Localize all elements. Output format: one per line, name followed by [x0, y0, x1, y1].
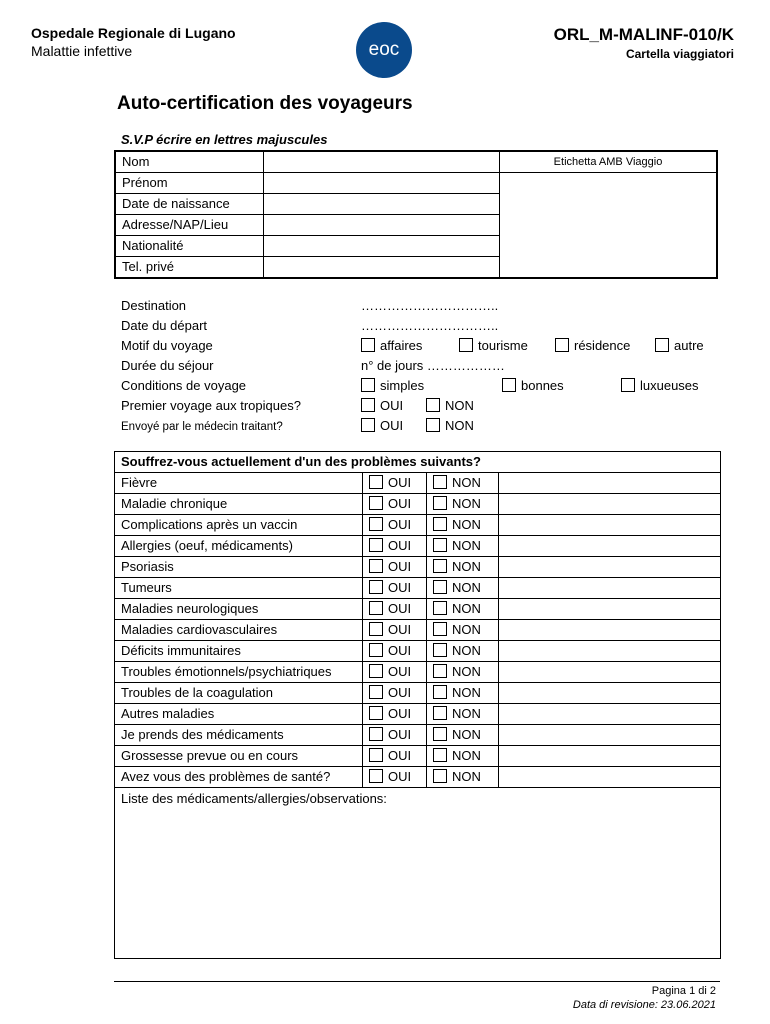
health-item-label: Psoriasis [115, 557, 363, 578]
option-label: simples [380, 378, 425, 393]
instructions: S.V.P écrire en lettres majuscules [121, 132, 328, 147]
option-label: OUI [388, 622, 412, 637]
option-label: NON [452, 706, 481, 721]
health-yes-checkbox[interactable] [363, 515, 427, 536]
health-row [115, 557, 721, 578]
health-no-checkbox[interactable] [427, 662, 499, 683]
option-label: NON [452, 475, 481, 490]
department-name: Malattie infettive [31, 43, 133, 59]
option-label: OUI [388, 517, 412, 532]
document-code: ORL_M-MALINF-010/K [553, 25, 734, 44]
option-label: OUI [388, 601, 412, 616]
health-item-label: Maladies cardiovasculaires [115, 620, 363, 641]
option-label: OUI [388, 748, 412, 763]
checkbox-icon [369, 748, 383, 762]
health-yes-checkbox[interactable] [363, 641, 427, 662]
health-notes-cell[interactable] [499, 704, 721, 725]
health-item-label: Fièvre [115, 473, 363, 494]
option-label: OUI [388, 643, 412, 658]
checkbox-icon [369, 538, 383, 552]
health-no-checkbox[interactable] [427, 746, 499, 767]
option-label: affaires [380, 338, 423, 353]
option-label: bonnes [521, 378, 564, 393]
option-label: tourisme [478, 338, 528, 353]
page-title: Auto-certification des voyageurs [117, 93, 413, 114]
checkbox-icon [459, 338, 473, 352]
first-trip-label: Premier voyage aux tropiques? [121, 398, 301, 413]
sent-by-label: Envoyé par le médecin traitant? [121, 421, 283, 433]
checkbox-icon [433, 727, 447, 741]
sent-by-yes-checkbox[interactable] [361, 416, 403, 436]
checkbox-icon [369, 622, 383, 636]
duration-input[interactable]: n° de jours ……………… [361, 358, 505, 373]
health-row [115, 683, 721, 704]
field-label: Tel. privé [115, 257, 264, 279]
health-notes-cell[interactable] [499, 599, 721, 620]
departure-row [121, 316, 499, 336]
checkbox-icon [369, 475, 383, 489]
motive-affaires-checkbox[interactable] [361, 336, 422, 356]
health-yes-checkbox[interactable] [363, 599, 427, 620]
option-label: NON [452, 538, 481, 553]
field-label: Prénom [115, 173, 264, 194]
option-label: OUI [388, 685, 412, 700]
checkbox-icon [361, 398, 375, 412]
health-no-checkbox[interactable] [427, 620, 499, 641]
health-no-checkbox[interactable] [427, 641, 499, 662]
health-item-label: Avez vous des problèmes de santé? [115, 767, 363, 788]
checkbox-icon [555, 338, 569, 352]
health-row [115, 473, 721, 494]
health-row [115, 662, 721, 683]
field-label: Nom [115, 151, 264, 173]
health-notes-cell[interactable] [499, 536, 721, 557]
checkbox-icon [426, 418, 440, 432]
health-item-label: Grossesse prevue ou en cours [115, 746, 363, 767]
health-no-checkbox[interactable] [427, 494, 499, 515]
checkbox-icon [369, 496, 383, 510]
checkbox-icon [361, 378, 375, 392]
checkbox-icon [433, 538, 447, 552]
health-item-label: Allergies (oeuf, médicaments) [115, 536, 363, 557]
motive-label: Motif du voyage [121, 338, 213, 353]
health-notes-cell[interactable] [499, 557, 721, 578]
checkbox-icon [369, 601, 383, 615]
observations-textarea[interactable] [115, 788, 721, 959]
health-notes-cell[interactable] [499, 683, 721, 704]
checkbox-icon [433, 706, 447, 720]
motive-residence-checkbox[interactable] [555, 336, 630, 356]
first-trip-row [121, 396, 721, 416]
sent-by-row [121, 416, 721, 436]
health-item-label: Maladie chronique [115, 494, 363, 515]
health-no-checkbox[interactable] [427, 557, 499, 578]
checkbox-icon [433, 748, 447, 762]
option-label: OUI [388, 727, 412, 742]
field-label: Date de naissance [115, 194, 264, 215]
conditions-bonnes-checkbox[interactable] [502, 376, 564, 396]
checkbox-icon [433, 475, 447, 489]
name-input[interactable] [264, 151, 500, 173]
option-label: OUI [388, 538, 412, 553]
option-label: résidence [574, 338, 631, 353]
identity-table [114, 150, 718, 279]
health-row [115, 767, 721, 788]
conditions-label: Conditions de voyage [121, 378, 247, 393]
checkbox-icon [369, 706, 383, 720]
checkbox-icon [426, 398, 440, 412]
option-label: NON [452, 664, 481, 679]
label-sticker-title: Etichetta AMB Viaggio [500, 152, 716, 173]
revision-date: Data di revisione: 23.06.2021 [572, 999, 716, 1011]
option-label: NON [452, 769, 481, 784]
option-label: OUI [380, 418, 404, 433]
option-label: OUI [388, 664, 412, 679]
sent-by-no-checkbox[interactable] [426, 416, 474, 436]
field-label: Adresse/NAP/Lieu [115, 215, 264, 236]
health-no-checkbox[interactable] [427, 473, 499, 494]
duration-label: Durée du séjour [121, 358, 214, 373]
health-yes-checkbox[interactable] [363, 557, 427, 578]
option-label: NON [452, 622, 481, 637]
health-yes-checkbox[interactable] [363, 767, 427, 788]
option-label: NON [452, 559, 481, 574]
conditions-luxueuses-checkbox[interactable] [621, 376, 699, 396]
firstname-input[interactable] [264, 173, 500, 194]
health-notes-cell[interactable] [499, 662, 721, 683]
health-yes-checkbox[interactable] [363, 704, 427, 725]
destination-row [121, 296, 499, 316]
health-notes-cell[interactable] [499, 620, 721, 641]
health-notes-cell[interactable] [499, 578, 721, 599]
health-yes-checkbox[interactable] [363, 662, 427, 683]
health-notes-cell[interactable] [499, 725, 721, 746]
health-yes-checkbox[interactable] [363, 620, 427, 641]
checkbox-icon [433, 559, 447, 573]
nationality-input[interactable] [264, 236, 500, 257]
health-no-checkbox[interactable] [427, 578, 499, 599]
health-no-checkbox[interactable] [427, 704, 499, 725]
checkbox-icon [369, 643, 383, 657]
address-input[interactable] [264, 215, 500, 236]
health-no-checkbox[interactable] [427, 599, 499, 620]
option-label: NON [452, 727, 481, 742]
checkbox-icon [361, 338, 375, 352]
health-yes-checkbox[interactable] [363, 746, 427, 767]
option-label: NON [452, 580, 481, 595]
health-notes-cell[interactable] [499, 515, 721, 536]
checkbox-icon [433, 517, 447, 531]
health-no-checkbox[interactable] [427, 683, 499, 704]
health-table [114, 451, 721, 959]
checkbox-icon [433, 580, 447, 594]
health-no-checkbox[interactable] [427, 725, 499, 746]
checkbox-icon [433, 622, 447, 636]
checkbox-icon [361, 418, 375, 432]
motive-row [121, 336, 721, 356]
checkbox-icon [369, 685, 383, 699]
health-item-label: Je prends des médicaments [115, 725, 363, 746]
health-item-label: Troubles de la coagulation [115, 683, 363, 704]
departure-label: Date du départ [121, 318, 208, 333]
logo-text: eoc [368, 39, 400, 60]
birthdate-input[interactable] [264, 194, 500, 215]
hospital-name: Ospedale Regionale di Lugano [31, 25, 236, 41]
health-row [115, 641, 721, 662]
label-sticker-box [500, 151, 718, 278]
checkbox-icon [433, 601, 447, 615]
checkbox-icon [433, 664, 447, 678]
option-label: NON [452, 685, 481, 700]
first-trip-yes-checkbox[interactable] [361, 396, 403, 416]
checkbox-icon [433, 643, 447, 657]
option-label: OUI [388, 559, 412, 574]
health-yes-checkbox[interactable] [363, 683, 427, 704]
duration-row [121, 356, 505, 376]
health-notes-cell[interactable] [499, 494, 721, 515]
health-no-checkbox[interactable] [427, 767, 499, 788]
option-label: NON [452, 601, 481, 616]
option-label: NON [452, 643, 481, 658]
option-label: luxueuses [640, 378, 699, 393]
option-label: NON [445, 398, 474, 413]
health-notes-cell[interactable] [499, 641, 721, 662]
health-notes-cell[interactable] [499, 473, 721, 494]
health-item-label: Troubles émotionnels/psychiatriques [115, 662, 363, 683]
option-label: OUI [388, 706, 412, 721]
checkbox-icon [433, 685, 447, 699]
health-yes-checkbox[interactable] [363, 536, 427, 557]
departure-input[interactable]: ………………………….. [361, 318, 499, 333]
health-no-checkbox[interactable] [427, 536, 499, 557]
health-row [115, 536, 721, 557]
footer-divider [114, 981, 720, 982]
health-notes-cell[interactable] [499, 746, 721, 767]
motive-autre-checkbox[interactable] [655, 336, 704, 356]
health-row [115, 704, 721, 725]
health-item-label: Tumeurs [115, 578, 363, 599]
option-label: OUI [388, 580, 412, 595]
health-item-label: Complications après un vaccin [115, 515, 363, 536]
option-label: OUI [388, 769, 412, 784]
checkbox-icon [433, 769, 447, 783]
option-label: NON [452, 748, 481, 763]
checkbox-icon [502, 378, 516, 392]
checkbox-icon [369, 580, 383, 594]
option-label: NON [452, 496, 481, 511]
checkbox-icon [433, 496, 447, 510]
conditions-row [121, 376, 721, 396]
health-item-label: Maladies neurologiques [115, 599, 363, 620]
trip-section [121, 296, 721, 441]
observations-label: Liste des médicaments/allergies/observations: [121, 791, 387, 806]
checkbox-icon [369, 517, 383, 531]
checkbox-icon [369, 559, 383, 573]
eoc-logo [356, 22, 412, 78]
health-yes-checkbox[interactable] [363, 494, 427, 515]
health-item-label: Autres maladies [115, 704, 363, 725]
destination-input[interactable]: ………………………….. [361, 298, 499, 313]
health-yes-checkbox[interactable] [363, 578, 427, 599]
health-yes-checkbox[interactable] [363, 473, 427, 494]
destination-label: Destination [121, 298, 187, 313]
checkbox-icon [655, 338, 669, 352]
health-row [115, 620, 721, 641]
folder-name: Cartella viaggiatori [625, 47, 734, 61]
health-row [115, 515, 721, 536]
phone-input[interactable] [264, 257, 500, 279]
option-label: OUI [380, 398, 404, 413]
checkbox-icon [369, 664, 383, 678]
notes-row [115, 788, 721, 959]
checkbox-icon [621, 378, 635, 392]
option-label: NON [445, 418, 474, 433]
health-row [115, 725, 721, 746]
conditions-simples-checkbox[interactable] [361, 376, 424, 396]
health-no-checkbox[interactable] [427, 515, 499, 536]
option-label: autre [674, 338, 704, 353]
first-trip-no-checkbox[interactable] [426, 396, 474, 416]
health-yes-checkbox[interactable] [363, 725, 427, 746]
option-label: NON [452, 517, 481, 532]
health-row [115, 746, 721, 767]
field-label: Nationalité [115, 236, 264, 257]
health-question: Souffrez-vous actuellement d'un des problèmes suivants? [115, 452, 721, 473]
option-label: OUI [388, 496, 412, 511]
health-notes-cell[interactable] [499, 767, 721, 788]
page-number: Pagina 1 di 2 [651, 985, 716, 997]
health-row [115, 599, 721, 620]
checkbox-icon [369, 727, 383, 741]
health-row [115, 494, 721, 515]
health-item-label: Déficits immunitaires [115, 641, 363, 662]
health-row [115, 578, 721, 599]
option-label: OUI [388, 475, 412, 490]
checkbox-icon [369, 769, 383, 783]
motive-tourisme-checkbox[interactable] [459, 336, 528, 356]
